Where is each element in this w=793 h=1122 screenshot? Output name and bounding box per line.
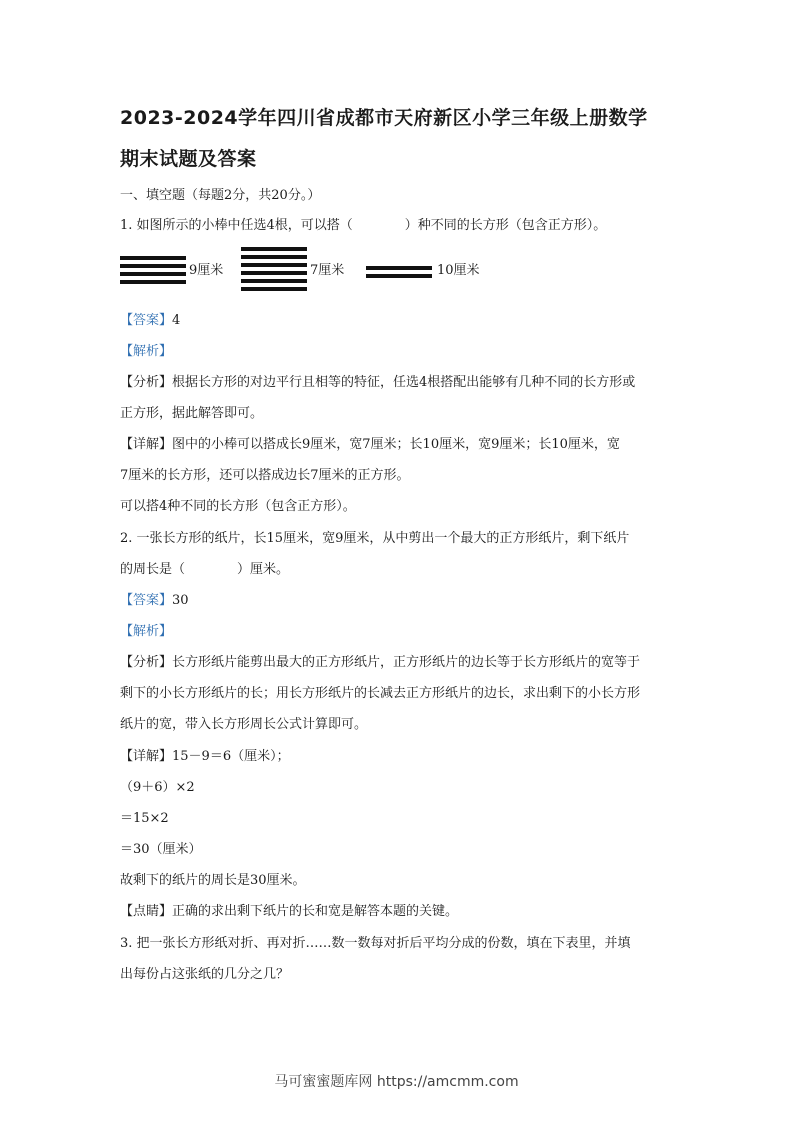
stick-9cm <box>120 272 186 276</box>
stick-7cm <box>241 287 307 291</box>
document-title-line2: 期末试题及答案 <box>120 148 257 170</box>
calc-line-4: 故剩下的纸片的周长是30厘米。 <box>120 873 306 888</box>
stick-9cm <box>120 264 186 268</box>
xiangjie-1-line2: 7厘米的长方形，还可以搭成边长7厘米的正方形。 <box>120 468 410 483</box>
stick-7cm <box>241 247 307 251</box>
section-heading: 一、填空题（每题2分，共20分。） <box>120 188 321 203</box>
answer-1 <box>120 311 680 331</box>
question-2-line2: 的周长是（ ）厘米。 <box>120 562 290 577</box>
fenxi-2-line3: 纸片的宽，带入长方形周长公式计算即可。 <box>120 717 368 732</box>
xiangjie-tag: 【详解】 <box>120 437 173 452</box>
answer-value: 4 <box>172 313 181 328</box>
calc-line-2: ＝15×2 <box>120 811 169 826</box>
stick-9cm <box>120 280 186 284</box>
xiangjie-text: 图中的小棒可以搭成长9厘米，宽7厘米；长10厘米，宽9厘米；长10厘米，宽 <box>172 437 620 452</box>
fenxi-1-line1 <box>120 373 680 393</box>
answer-tag: 【答案】 <box>120 313 173 328</box>
stick-9cm <box>120 256 186 260</box>
answer-value: 30 <box>172 593 189 608</box>
fenxi-text: 根据长方形的对边平行且相等的特征，任选4根搭配出能够有几种不同的长方形或 <box>172 375 636 390</box>
fenxi-tag: 【分析】 <box>120 655 173 670</box>
question-3-line2: 出每份占这张纸的几分之几？ <box>120 967 290 982</box>
analysis-tag-2: 【解析】 <box>120 624 173 639</box>
dianjing-text: 正确的求出剩下纸片的长和宽是解答本题的关键。 <box>172 904 459 919</box>
stick-7cm <box>241 263 307 267</box>
footer-watermark: 马可蜜蜜题库网 https://amcmm.com <box>274 1074 519 1090</box>
sticks-figure <box>120 247 540 292</box>
stick-10cm <box>366 266 432 270</box>
stick-10cm <box>366 274 432 278</box>
question-3-line1: 3. 把一张长方形纸对折、再对折……数一数每对折后平均分成的份数，填在下表里，并填 <box>120 936 631 951</box>
conclusion-1: 可以搭4种不同的长方形（包含正方形）。 <box>120 499 356 514</box>
dianjing-2 <box>120 902 680 922</box>
analysis-tag-1: 【解析】 <box>120 344 173 359</box>
xiangjie-1-line1 <box>120 435 680 455</box>
question-1-text: 1. 如图所示的小棒中任选4根，可以搭（ ）种不同的长方形（包含正方形）。 <box>120 218 607 233</box>
stick-label-9cm: 9厘米 <box>189 263 224 278</box>
calc-line-3: ＝30（厘米） <box>120 842 202 857</box>
answer-tag: 【答案】 <box>120 593 173 608</box>
stick-label-7cm: 7厘米 <box>310 263 345 278</box>
fenxi-2-line1 <box>120 653 680 673</box>
stick-7cm <box>241 271 307 275</box>
question-2-line1: 2. 一张长方形的纸片，长15厘米，宽9厘米，从中剪出一个最大的正方形纸片，剩下纸片 <box>120 531 630 546</box>
xiangjie-tag: 【详解】 <box>120 749 173 764</box>
xiangjie-text: 15－9＝6（厘米）； <box>172 749 290 764</box>
fenxi-1-line2: 正方形，据此解答即可。 <box>120 406 264 421</box>
stick-7cm <box>241 279 307 283</box>
calc-line-1: （9＋6）×2 <box>120 780 195 795</box>
dianjing-tag: 【点睛】 <box>120 904 173 919</box>
xiangjie-2-line1 <box>120 747 680 767</box>
fenxi-text: 长方形纸片能剪出最大的正方形纸片，正方形纸片的边长等于长方形纸片的宽等于 <box>172 655 641 670</box>
fenxi-2-line2: 剩下的小长方形纸片的长；用长方形纸片的长减去正方形纸片的边长，求出剩下的小长方形 <box>120 686 641 701</box>
document-title-line1: 2023-2024学年四川省成都市天府新区小学三年级上册数学 <box>120 107 648 129</box>
answer-2 <box>120 591 680 611</box>
stick-7cm <box>241 255 307 259</box>
fenxi-tag: 【分析】 <box>120 375 173 390</box>
stick-label-10cm: 10厘米 <box>437 263 480 278</box>
